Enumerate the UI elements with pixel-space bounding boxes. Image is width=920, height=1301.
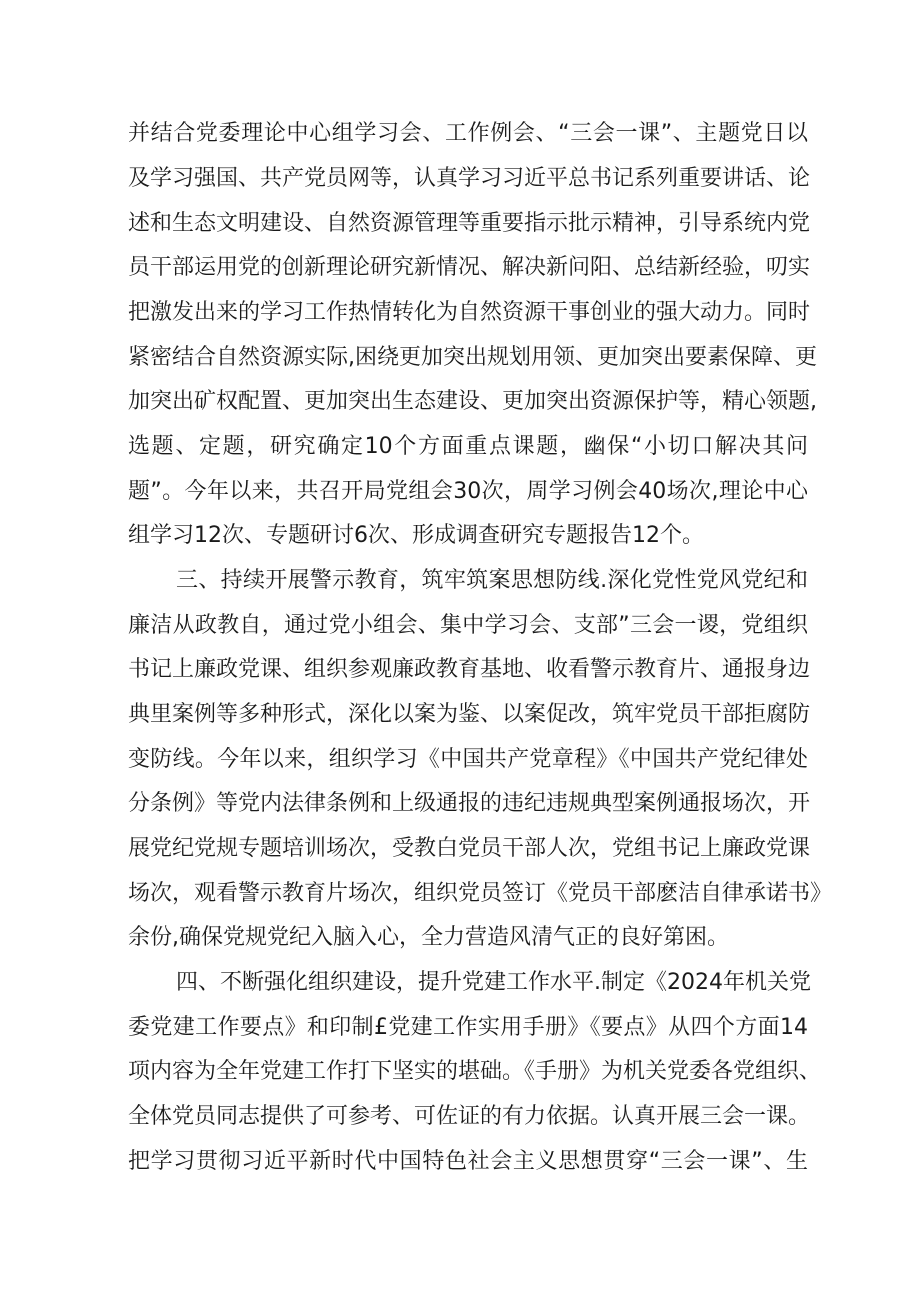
text-line: 场次，观看警示教育片场次，组织党员签订《党员干部麽洁自律承诺书》 bbox=[128, 881, 833, 906]
text-line: 项内容为全年党建工作打下坚实的堪础。《手册》为机关党委各党组织、 bbox=[128, 1059, 822, 1084]
text-line: 分条例》等党内法律条例和上级通报的违纪违规典型案例通报场次，开 bbox=[128, 791, 811, 816]
text-line: 述和生态文明建设、自然资源管理等重要指示批示精神，引导系统内党 bbox=[128, 211, 811, 236]
text-line: 余份,确保党规党纪入脑入心，全力营造风清气正的良好第困。 bbox=[128, 925, 729, 950]
text-line: 委党建工作要点》和印制£党建工作实用手册》《要点》从四个方面14 bbox=[128, 1015, 808, 1040]
text-line: 及学习强国、共产党员网等，认真学习习近平总书记系列重要讲话、论 bbox=[128, 166, 811, 191]
text-line: 变防线。今年以来，组织学习《中国共产党章程》《中国共产党纪律处 bbox=[128, 747, 808, 772]
text-line: 组学习12次、专题研讨6次、形成调查研究专题报告12个。 bbox=[128, 523, 704, 548]
text-line: 把激发出来的学习工作热情转化为自然资源干事创业的强大动力。同时 bbox=[128, 300, 811, 325]
text-line: 并结合党委理论中心组学习会、工作例会、“三会一课”、主题党日以 bbox=[128, 121, 808, 146]
text-line: 员干部运用党的创新理论研究新情况、解决新问阳、总结新经验，叨实 bbox=[128, 255, 811, 280]
section-heading-line: 三、持续开展警示教育，筑牢筑案思想防线.深化党性党风党纪和 bbox=[176, 568, 808, 593]
text-line: 加突出矿权配置、更加突出生态建设、更加突出资源保护等，精心领题, bbox=[128, 389, 817, 414]
text-line: 把学习贯彻习近平新时代中国特色社会主义思想贯穿“三会一课”、生 bbox=[128, 1149, 808, 1174]
text-line: 选题、定题，研究确定10个方面重点课题，幽保“小切口解决其问 bbox=[128, 434, 808, 459]
text-line: 紧密结合自然资源实际,困绕更加突出规划用领、更加突出要素保障、更 bbox=[128, 345, 817, 370]
text-line: 典里案例等多种形式，深化以案为鉴、以案促改，筑牢党员干部拒腐防 bbox=[128, 702, 811, 727]
section-heading-line: 四、不断强化组织建设，提升党建工作水平.制定《2024年机关党 bbox=[176, 970, 811, 995]
text-line: 展党纪党规专题培训场次，受教白党员干部人次，党组书记上廉政党课 bbox=[128, 836, 811, 861]
text-line: 题”。今年以来，共召开局党组会30次，周学习例会40场次,理论中心 bbox=[128, 479, 808, 504]
text-line: 书记上廉政党课、组织参观廉政教育基地、收看警示教育片、通报身边 bbox=[128, 657, 811, 682]
text-line: 全体党员同志提供了可参考、可佐证的有力依据。认真开展三会一课。 bbox=[128, 1104, 811, 1129]
text-line: 廉洁从政教自，通过党小组会、集中学习会、支部”三会一谡，党组织 bbox=[128, 613, 808, 638]
